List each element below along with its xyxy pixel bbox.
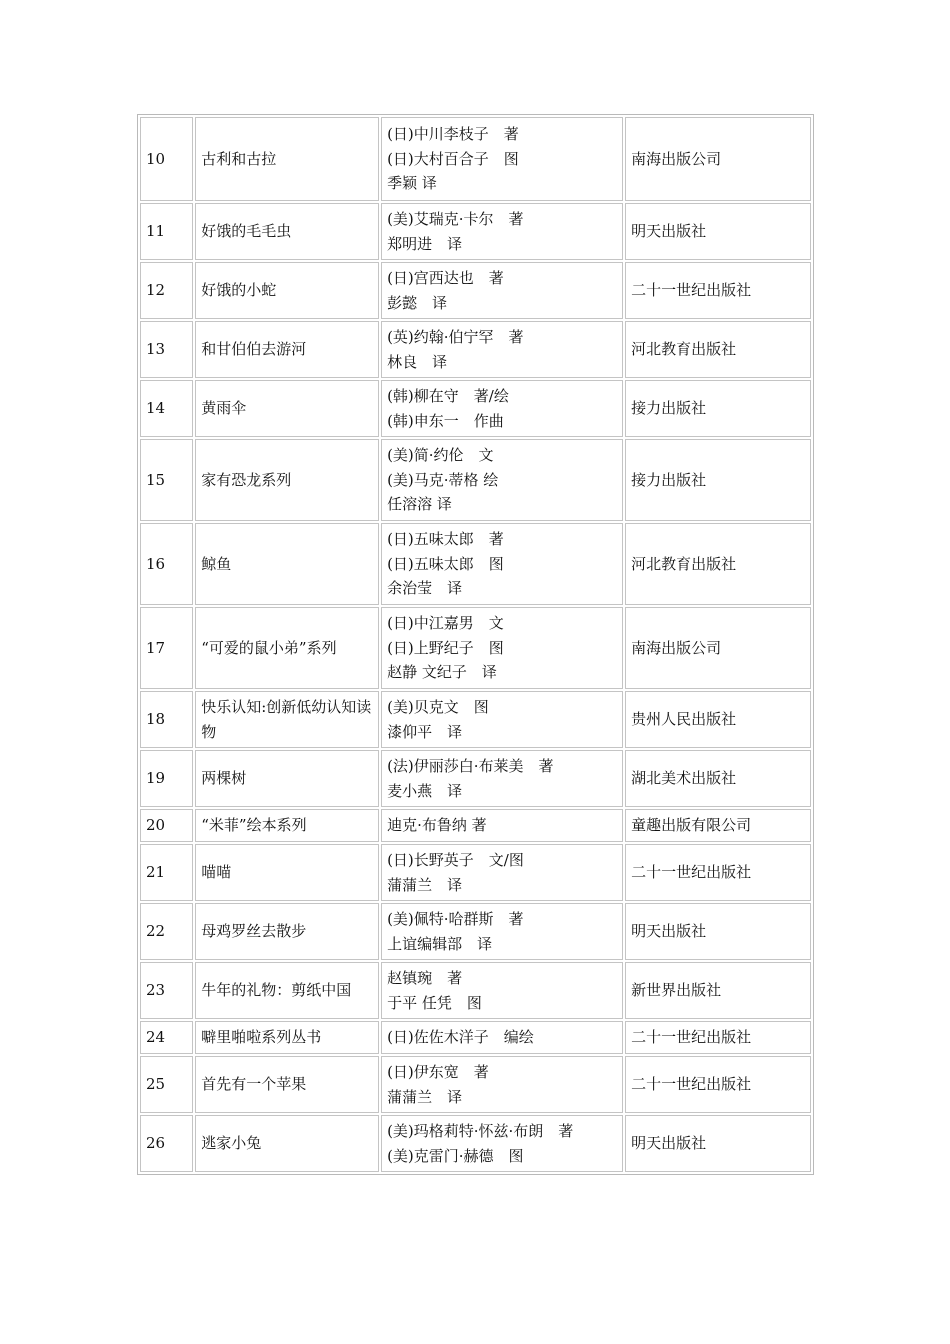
table-row	[140, 607, 811, 689]
book-title: 古利和古拉	[195, 117, 379, 201]
book-title: 两棵树	[195, 750, 379, 807]
publisher: 贵州人民出版社	[625, 691, 811, 748]
table-row	[140, 523, 811, 605]
publisher: 接力出版社	[625, 380, 811, 437]
credit-line: 麦小燕 译	[387, 781, 463, 800]
row-number: 18	[140, 691, 193, 748]
table-row	[140, 439, 811, 521]
publisher: 二十一世纪出版社	[625, 844, 811, 901]
table-row	[140, 1115, 811, 1172]
book-title: 喵喵	[195, 844, 379, 901]
credit-line: 赵镇琬 著	[387, 968, 463, 987]
book-title: 母鸡罗丝去散步	[195, 903, 379, 960]
credit-line: (韩)柳在守 著/绘	[387, 386, 509, 405]
publisher: 二十一世纪出版社	[625, 1056, 811, 1113]
book-title: 黄雨伞	[195, 380, 379, 437]
book-credits	[381, 203, 623, 260]
table-row	[140, 117, 811, 201]
book-title: 牛年的礼物：剪纸中国	[195, 962, 379, 1019]
row-number: 12	[140, 262, 193, 319]
book-credits	[381, 523, 623, 605]
credit-line: (日)长野英子 文/图	[387, 850, 524, 869]
credit-line: 彭懿 译	[387, 293, 448, 312]
book-credits	[381, 809, 623, 842]
table-row	[140, 962, 811, 1019]
table-row	[140, 903, 811, 960]
table-row	[140, 262, 811, 319]
publisher: 新世界出版社	[625, 962, 811, 1019]
publisher: 南海出版公司	[625, 607, 811, 689]
publisher: 二十一世纪出版社	[625, 262, 811, 319]
table-row	[140, 380, 811, 437]
book-credits	[381, 1056, 623, 1113]
row-number: 17	[140, 607, 193, 689]
book-title: 好饿的毛毛虫	[195, 203, 379, 260]
book-credits	[381, 750, 623, 807]
credit-line: 蒲蒲兰 译	[387, 875, 463, 894]
book-title: 噼里啪啦系列丛书	[195, 1021, 379, 1054]
credit-line: (日)宫西达也 著	[387, 268, 504, 287]
row-number: 13	[140, 321, 193, 378]
row-number: 15	[140, 439, 193, 521]
credit-line: 蒲蒲兰 译	[387, 1087, 463, 1106]
table-row	[140, 691, 811, 748]
table-row	[140, 844, 811, 901]
credit-line: 于平 任凭 图	[387, 993, 482, 1012]
publisher: 明天出版社	[625, 903, 811, 960]
row-number: 10	[140, 117, 193, 201]
credit-line: 林良 译	[387, 352, 448, 371]
book-title: 快乐认知:创新低幼认知读物	[195, 691, 379, 748]
credit-line: 赵静 文纪子 译	[387, 663, 497, 682]
credit-line: (日)上野纪子 图	[387, 638, 504, 657]
credit-line: (美)贝克文 图	[387, 697, 489, 716]
row-number: 23	[140, 962, 193, 1019]
table-row	[140, 809, 811, 842]
publisher: 童趣出版有限公司	[625, 809, 811, 842]
book-list-table	[137, 114, 814, 1175]
row-number: 24	[140, 1021, 193, 1054]
publisher: 河北教育出版社	[625, 321, 811, 378]
credit-line: (美)艾瑞克·卡尔 著	[387, 209, 524, 228]
credit-line: (美)简·约伦 文	[387, 445, 494, 464]
credit-line: 迪克·布鲁纳 著	[387, 816, 487, 835]
credit-line: (法)伊丽莎白·布莱美 著	[387, 756, 554, 775]
book-credits	[381, 439, 623, 521]
credit-line: (日)中川李枝子 著	[387, 124, 519, 143]
row-number: 16	[140, 523, 193, 605]
book-title: 首先有一个苹果	[195, 1056, 379, 1113]
credit-line: 季颖 译	[387, 174, 437, 193]
credit-line: (美)玛格莉特·怀兹·布朗 著	[387, 1121, 574, 1140]
credit-line: 余治莹 译	[387, 579, 463, 598]
credit-line: (韩)申东一 作曲	[387, 411, 504, 430]
book-credits	[381, 903, 623, 960]
book-credits	[381, 117, 623, 201]
book-title: “米菲”绘本系列	[195, 809, 379, 842]
book-title: 家有恐龙系列	[195, 439, 379, 521]
book-list-body	[140, 117, 811, 1172]
row-number: 19	[140, 750, 193, 807]
publisher: 明天出版社	[625, 1115, 811, 1172]
credit-line: 任溶溶 译	[387, 495, 452, 514]
table-row	[140, 1021, 811, 1054]
publisher: 接力出版社	[625, 439, 811, 521]
table-row	[140, 750, 811, 807]
table-row	[140, 1056, 811, 1113]
book-credits	[381, 321, 623, 378]
credit-line: (日)佐佐木洋子 编绘	[387, 1028, 534, 1047]
credit-line: (日)中江嘉男 文	[387, 613, 504, 632]
credit-line: (英)约翰·伯宁罕 著	[387, 327, 524, 346]
book-credits	[381, 607, 623, 689]
credit-line: (美)克雷门·赫德 图	[387, 1146, 524, 1165]
publisher: 河北教育出版社	[625, 523, 811, 605]
book-title: “可爱的鼠小弟”系列	[195, 607, 379, 689]
book-credits	[381, 962, 623, 1019]
publisher: 南海出版公司	[625, 117, 811, 201]
credit-line: (美)佩特·哈群斯 著	[387, 909, 524, 928]
book-title: 逃家小兔	[195, 1115, 379, 1172]
credit-line: (日)五味太郎 著	[387, 529, 504, 548]
table-row	[140, 203, 811, 260]
credit-line: 郑明进 译	[387, 234, 463, 253]
book-credits	[381, 1021, 623, 1054]
credit-line: (日)五味太郎 图	[387, 554, 504, 573]
credit-line: 漆仰平 译	[387, 722, 463, 741]
book-credits	[381, 691, 623, 748]
book-credits	[381, 1115, 623, 1172]
book-title: 鲸鱼	[195, 523, 379, 605]
row-number: 21	[140, 844, 193, 901]
book-title: 好饿的小蛇	[195, 262, 379, 319]
publisher: 湖北美术出版社	[625, 750, 811, 807]
publisher: 明天出版社	[625, 203, 811, 260]
credit-line: 上谊编辑部 译	[387, 934, 493, 953]
row-number: 22	[140, 903, 193, 960]
book-title: 和甘伯伯去游河	[195, 321, 379, 378]
credit-line: (美)马克·蒂格 绘	[387, 470, 499, 489]
row-number: 14	[140, 380, 193, 437]
row-number: 26	[140, 1115, 193, 1172]
book-credits	[381, 844, 623, 901]
row-number: 11	[140, 203, 193, 260]
table-row	[140, 321, 811, 378]
row-number: 20	[140, 809, 193, 842]
publisher: 二十一世纪出版社	[625, 1021, 811, 1054]
book-credits	[381, 380, 623, 437]
credit-line: (日)大村百合子 图	[387, 149, 519, 168]
book-credits	[381, 262, 623, 319]
row-number: 25	[140, 1056, 193, 1113]
credit-line: (日)伊东宽 著	[387, 1062, 489, 1081]
